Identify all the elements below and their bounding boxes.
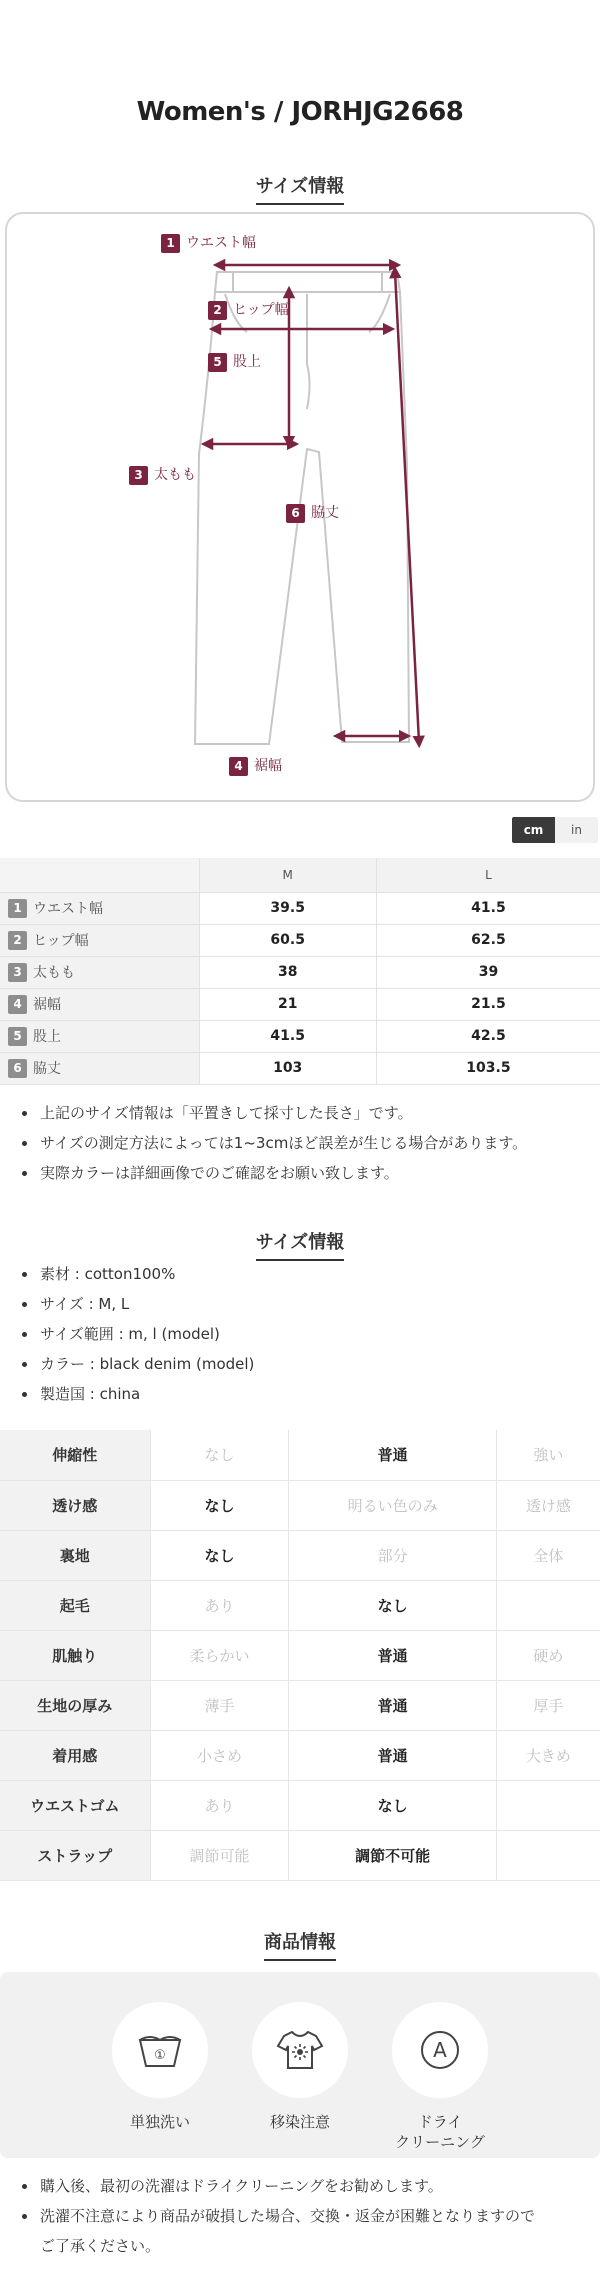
feel-label: 肌触り [0, 1630, 150, 1680]
table-row [0, 1580, 600, 1630]
list-item: 実際カラーは詳細画像でのご確認をお願い致します。 [0, 1158, 600, 1188]
diagram-label-thigh: 3 太もも [129, 464, 196, 485]
table-row [0, 1830, 600, 1880]
tshirt-icon [276, 2028, 324, 2072]
size-diagram [5, 212, 595, 802]
table-row [0, 1530, 600, 1580]
feel-option: 硬め [496, 1630, 600, 1680]
table-row: 5 股上 41.5 42.5 [0, 1020, 600, 1052]
feel-option: なし [289, 1580, 496, 1630]
table-row [0, 1730, 600, 1780]
table-row [0, 1630, 600, 1680]
table-row: 2 ヒップ幅 60.5 62.5 [0, 924, 600, 956]
feel-option: 普通 [289, 1680, 496, 1730]
list-item: サイズ範囲 : m, l (model) [0, 1319, 600, 1349]
feel-option: 普通 [289, 1730, 496, 1780]
table-row [0, 1680, 600, 1730]
feel-option: 小さめ [150, 1730, 289, 1780]
feel-option: 普通 [289, 1430, 496, 1480]
feel-option: 普通 [289, 1630, 496, 1680]
diagram-label-rise: 5 股上 [208, 351, 261, 372]
diagram-label-waist: 1 ウエスト幅 [161, 232, 256, 253]
unit-in-button[interactable]: in [555, 817, 598, 843]
care-item-dryclean: A ドライ クリーニング [380, 2002, 500, 2152]
size-info-heading: サイズ情報 [0, 172, 600, 205]
product-info-heading: 商品情報 [0, 1928, 600, 1961]
list-item: 洗濯不注意により商品が破損した場合、交換・返金が困難となりますので [0, 2201, 600, 2231]
info-list [0, 1259, 600, 1409]
feel-option: 全体 [496, 1530, 600, 1580]
table-row: 3 太もも 38 39 [0, 956, 600, 988]
list-item: 素材 : cotton100% [0, 1259, 600, 1289]
table-row: 6 脇丈 103 103.5 [0, 1052, 600, 1084]
page-title: Women's / JORHJG2668 [136, 97, 464, 127]
care-item-transfer: 移染注意 [240, 2002, 360, 2132]
feel-option: 透け感 [496, 1480, 600, 1530]
fabric-feel-table [0, 1430, 600, 1881]
feel-option [496, 1780, 600, 1830]
size-notes [0, 1098, 600, 1188]
list-item: 上記のサイズ情報は「平置きして採寸した長さ」です。 [0, 1098, 600, 1128]
diagram-label-length: 6 脇丈 [286, 502, 339, 523]
care-item-wash: ① 単独洗い [100, 2002, 220, 2132]
feel-option: 明るい色のみ [289, 1480, 496, 1530]
feel-option: なし [150, 1480, 289, 1530]
feel-option [496, 1580, 600, 1630]
wash-icon [136, 2028, 184, 2072]
feel-label: ウエストゴム [0, 1780, 150, 1830]
svg-text:A: A [433, 2038, 447, 2062]
table-row [0, 1430, 600, 1480]
list-item: ご了承ください。 [40, 2237, 161, 2255]
care-instructions [0, 1972, 600, 2158]
feel-label: 生地の厚み [0, 1680, 150, 1730]
feel-label: 裏地 [0, 1530, 150, 1580]
size-table [0, 858, 600, 1085]
feel-option: 強い [496, 1430, 600, 1480]
list-item: カラー : black denim (model) [0, 1349, 600, 1379]
feel-option: 厚手 [496, 1680, 600, 1730]
feel-option: あり [150, 1580, 289, 1630]
feel-option: なし [289, 1780, 496, 1830]
feel-option: なし [150, 1430, 289, 1480]
feel-label: ストラップ [0, 1830, 150, 1880]
list-item: サイズ : M, L [0, 1289, 600, 1319]
svg-text:①: ① [154, 2048, 166, 2063]
size-col-m: M [199, 858, 376, 892]
feel-option: 柔らかい [150, 1630, 289, 1680]
list-item: 購入後、最初の洗濯はドライクリーニングをお勧めします。 [0, 2171, 600, 2201]
unit-cm-button[interactable]: cm [512, 817, 555, 843]
feel-label: 透け感 [0, 1480, 150, 1530]
feel-label: 着用感 [0, 1730, 150, 1780]
table-row [0, 1780, 600, 1830]
feel-option: 調節不可能 [289, 1830, 496, 1880]
size-col-l: L [376, 858, 600, 892]
list-item: サイズの測定方法によっては1~3cmほど誤差が生じる場合があります。 [0, 1128, 600, 1158]
table-row [0, 1480, 600, 1530]
size-table-header [0, 858, 600, 892]
dry-clean-icon [416, 2026, 464, 2074]
feel-option: 薄手 [150, 1680, 289, 1730]
feel-option [496, 1830, 600, 1880]
feel-option: 部分 [289, 1530, 496, 1580]
feel-option: なし [150, 1530, 289, 1580]
table-row: 1 ウエスト幅 39.5 41.5 [0, 892, 600, 924]
table-row: 4 裾幅 21 21.5 [0, 988, 600, 1020]
list-item: 製造国 : china [0, 1379, 600, 1409]
info-heading: サイズ情報 [0, 1228, 600, 1261]
feel-label: 伸縮性 [0, 1430, 150, 1480]
feel-option: あり [150, 1780, 289, 1830]
feel-option: 大きめ [496, 1730, 600, 1780]
unit-toggle[interactable] [512, 817, 598, 843]
diagram-label-hem: 4 裾幅 [229, 755, 282, 776]
feel-label: 起毛 [0, 1580, 150, 1630]
product-notes [0, 2171, 600, 2261]
size-table-corner [0, 858, 199, 892]
feel-option: 調節可能 [150, 1830, 289, 1880]
diagram-label-hip: 2 ヒップ幅 [208, 299, 289, 320]
